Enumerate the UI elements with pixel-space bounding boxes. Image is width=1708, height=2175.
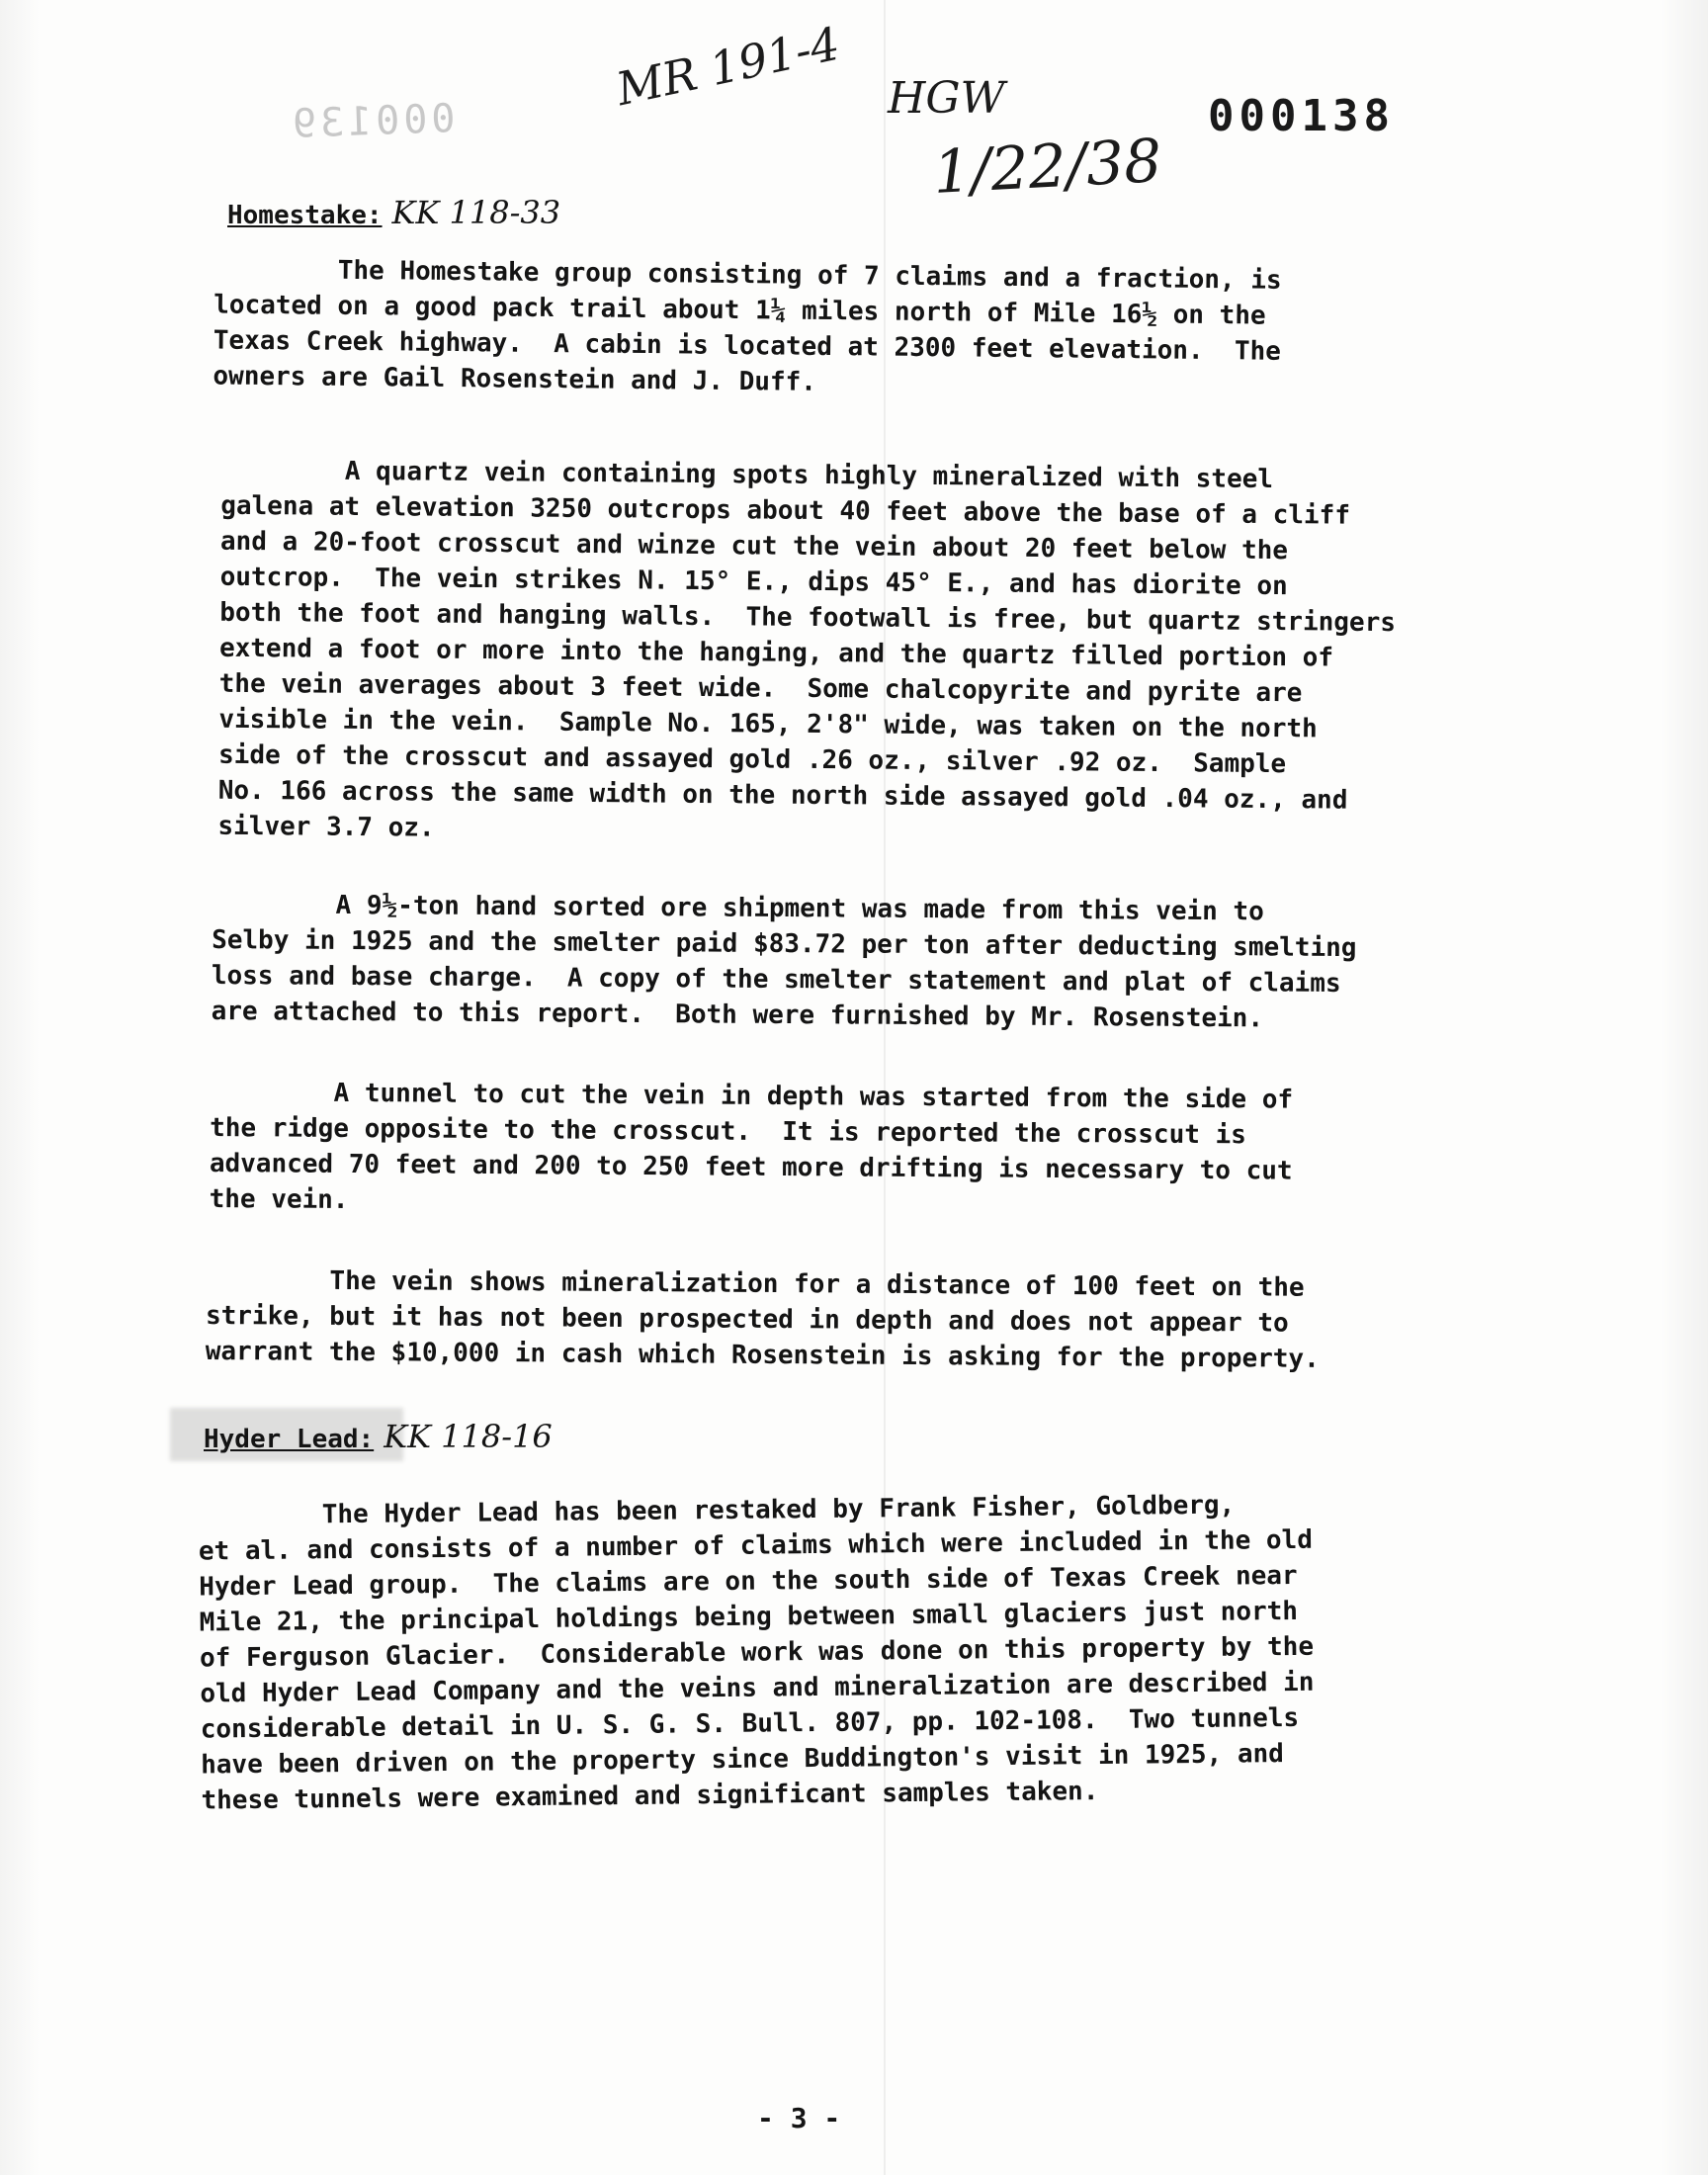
section-heading-label: Hyder Lead: bbox=[204, 1425, 375, 1454]
paragraph: The Hyder Lead has been restaked by Frank Fisher, Goldberg, et al. and consists of a number of claims which were included in the old Hyder Lead group. The claims are on the south side of Texas Creek near Mile 21, the principal holdings being between small glaciers just north of Ferguson Glacier. Considerable work was done on this property by the old Hyder Lead Company and the veins and mineralization are described in considerable detail in U. S. G. S. Bull. 807, pp. 102-108. Two tunnels have been driven on the property since Buddington's visit in 1925, and these tunnels were examined and significant samples taken. bbox=[198, 1490, 1315, 1816]
paragraph: A quartz vein containing spots highly mineralized with steel galena at elevation 3250 outcrops about 40 feet above the base of a cliff and a 20-foot crosscut and winze cut the vein about 20 feet below the outcrop. The vein strikes N. 15° E., dips 45° E., and has diorite on both the foot and hanging walls. The footwall is free, but quartz stringers extend a foot or more into the hanging, and the quartz filled portion of the vein averages about 3 feet wide. Some chalcopyrite and pyrite are visible in the vein. Sample No. 165, 2'8" wide, was taken on the north side of the crosscut and assayed gold .26 oz., silver .92 oz. Sample No. 166 across the same width on the north side assayed gold .04 oz., and silver 3.7 oz. bbox=[217, 455, 1397, 843]
handwritten-note: KK 118-33 bbox=[391, 194, 561, 231]
handwritten-reference: MR 191-4 bbox=[611, 16, 845, 117]
page-number-stamp: 000138 bbox=[1208, 91, 1395, 141]
section-heading-hyder-lead bbox=[204, 1418, 553, 1455]
section-heading-homestake bbox=[227, 194, 560, 231]
section-heading-label: Homestake: bbox=[227, 201, 383, 230]
faded-stamp-number: 000139 bbox=[288, 96, 457, 147]
paragraph: The vein shows mineralization for a distance of 100 feet on the strike, but it has not been prospected in depth and does not appear to warrant the $10,000 in cash which Rosenstein is asking for the property. bbox=[205, 1264, 1320, 1374]
paragraph: A tunnel to cut the vein in depth was started from the side of the ridge opposite to the crosscut. It is reported the crosscut is advanced 70 feet and 200 to 250 feet more drifting is necessary to cut the vein. bbox=[209, 1077, 1294, 1215]
paragraph: The Homestake group consisting of 7 claims and a fraction, is located on a good pack trail about 1¼ miles north of Mile 16½ on the Texas Creek highway. A cabin is located at 2300 feet elevation. The owners are Gail Rosenstein and J. Duff. bbox=[213, 254, 1282, 397]
paragraph: A 9½-ton hand sorted ore shipment was made from this vein to Selby in 1925 and the smelter paid $83.72 per ton after deducting smelting loss and base charge. A copy of the smelter statement and plat of claims are attached to this report. Both were furnished by Mr. Rosenstein. bbox=[211, 889, 1357, 1034]
handwritten-note: KK 118-16 bbox=[384, 1418, 553, 1455]
page-footer-number: - 3 - bbox=[757, 2102, 841, 2134]
handwritten-date: 1/22/38 bbox=[931, 126, 1163, 209]
handwritten-initials: HGW bbox=[888, 73, 1005, 124]
